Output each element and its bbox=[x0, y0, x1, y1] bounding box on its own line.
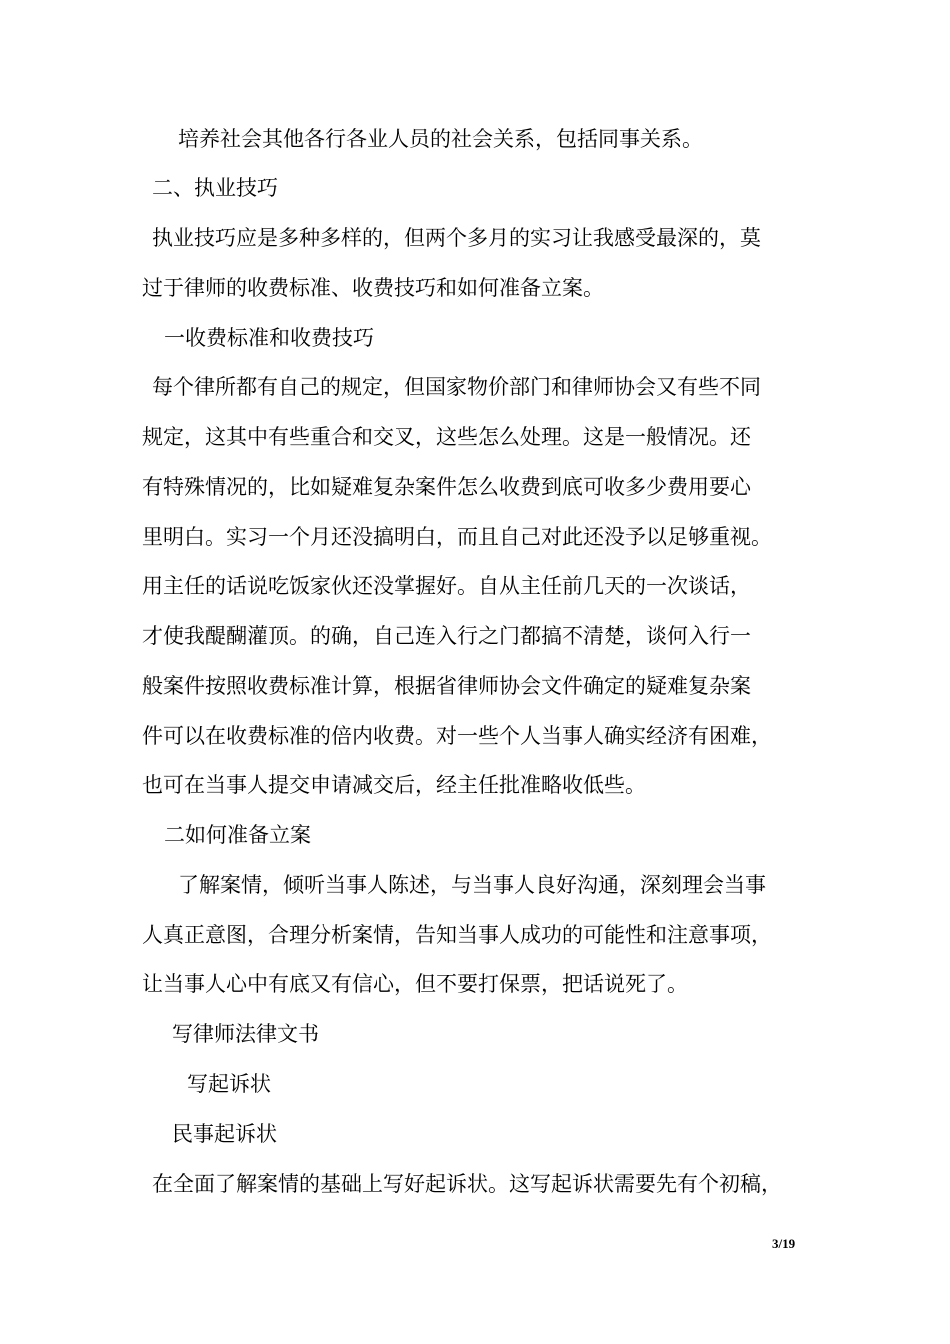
subsection-heading: 二如何准备立案 bbox=[164, 823, 311, 847]
section-heading: 二、执业技巧 bbox=[152, 176, 278, 200]
text-line: 了解案情，倾听当事人陈述，与当事人良好沟通，深刻理会当事 bbox=[178, 873, 766, 897]
subsection-heading: 民事起诉状 bbox=[172, 1122, 277, 1146]
page-number: 3/19 bbox=[772, 1236, 796, 1251]
text-line: 里明白。实习一个月还没搞明白，而且自己对此还没予以足够重视。 bbox=[142, 525, 772, 549]
subsection-heading: 一收费标准和收费技巧 bbox=[164, 326, 374, 350]
subsection-heading: 写律师法律文书 bbox=[172, 1022, 319, 1046]
text-line: 才使我醍醐灌顶。的确，自己连入行之门都搞不清楚，谈何入行一 bbox=[142, 624, 751, 648]
text-line: 让当事人心中有底又有信心，但不要打保票，把话说死了。 bbox=[142, 972, 688, 996]
text-line: 执业技巧应是多种多样的，但两个多月的实习让我感受最深的，莫 bbox=[152, 226, 761, 250]
text-line: 件可以在收费标准的倍内收费。对一些个人当事人确实经济有困难， bbox=[142, 724, 772, 748]
text-line: 在全面了解案情的基础上写好起诉状。这写起诉状需要先有个初稿， bbox=[152, 1172, 782, 1196]
text-line: 用主任的话说吃饭家伙还没掌握好。自从主任前几天的一次谈话， bbox=[142, 574, 751, 598]
text-line: 人真正意图，合理分析案情，告知当事人成功的可能性和注意事项， bbox=[142, 923, 772, 947]
text-line: 过于律师的收费标准、收费技巧和如何准备立案。 bbox=[142, 276, 604, 300]
text-line: 每个律所都有自己的规定，但国家物价部门和律师协会又有些不同 bbox=[152, 375, 761, 399]
text-line: 般案件按照收费标准计算，根据省律师协会文件确定的疑难复杂案 bbox=[142, 674, 751, 698]
text-line: 规定，这其中有些重合和交叉，这些怎么处理。这是一般情况。还 bbox=[142, 425, 751, 449]
text-line: 培养社会其他各行各业人员的社会关系，包括同事关系。 bbox=[178, 127, 703, 151]
subsection-heading: 写起诉状 bbox=[187, 1072, 271, 1096]
text-line: 有特殊情况的，比如疑难复杂案件怎么收费到底可收多少费用要心 bbox=[142, 475, 751, 499]
text-line: 也可在当事人提交申请减交后，经主任批准略收低些。 bbox=[142, 773, 646, 797]
